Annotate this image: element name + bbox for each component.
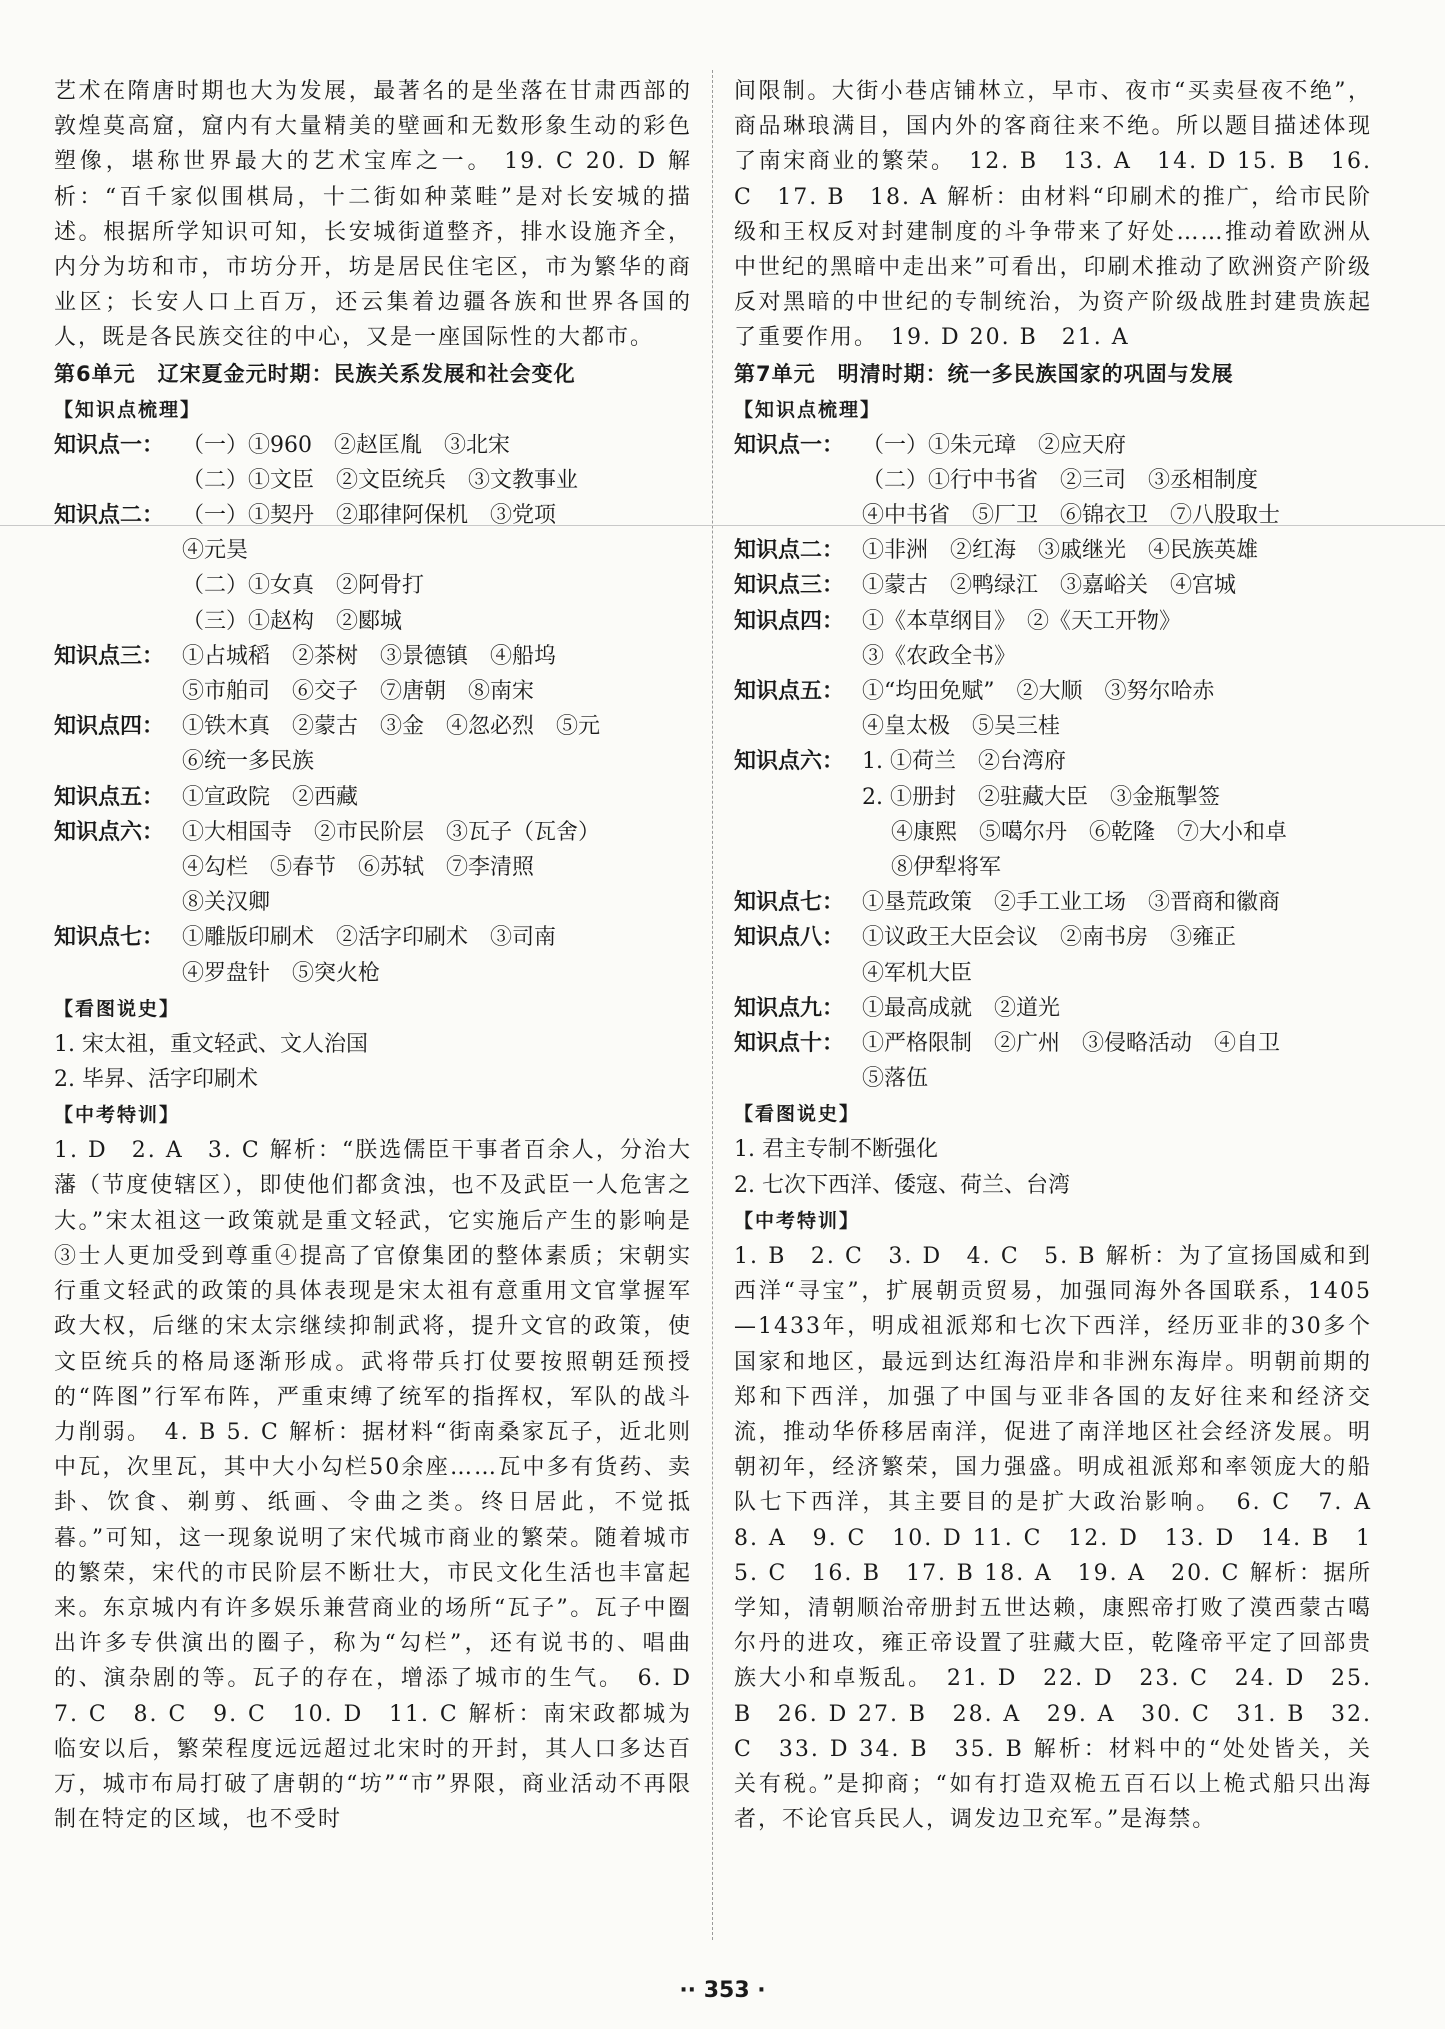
knowledge-point (734, 568, 1372, 603)
knowledge-point (54, 428, 692, 498)
picture-heading: 【看图说史】 (54, 997, 181, 1020)
right-intro-text: 间限制。大街小巷店铺林立，早市、夜市“买卖昼夜不绝”，商品琳琅满目，国内外的客商往来不绝。所以题目描述体现了南宋商业的繁荣。 12. B 13. A 14. D 15. B 16. C 17. B 18. A 解析：由材料“印刷术的推广，给市民阶级和王权反对封建制度的斗争带来了好处……推动着欧洲从中世纪的黑暗中走出来”可看出，印刷术推动了欧洲资产阶级反对黑暗的中世纪的专制统治，为资产阶级战胜封建贵族起了重要作用。 19. D 20. B 21. A (734, 79, 1372, 351)
knowledge-point-answer-line: ④军机大臣 (862, 960, 973, 986)
knowledge-points-list (734, 428, 1372, 1097)
knowledge-point-answers (862, 744, 1372, 885)
knowledge-point (734, 674, 1372, 744)
knowledge-point-answers (862, 920, 1372, 990)
knowledge-point (54, 815, 692, 921)
knowledge-point-answer-line: ①雕版印刷术 ②活字印刷术 ③司南 (182, 925, 557, 951)
knowledge-point-answer-line: ①占城稻 ②茶树 ③景德镇 ④船坞 (182, 643, 557, 669)
knowledge-points-list (54, 428, 692, 991)
knowledge-point-answer-line: （一）①朱元璋 ②应天府 (862, 432, 1127, 458)
knowledge-point (54, 498, 692, 639)
knowledge-point-label: 知识点五： (734, 679, 845, 705)
knowledge-point-answer-line: （一）①契丹 ②耶律阿保机 ③党项 (182, 503, 557, 529)
knowledge-point-label: 知识点二： (54, 503, 165, 529)
picture-answer: 1. 君主专制不断强化 (734, 1137, 938, 1163)
knowledge-point-answer-line: ④皇太极 ⑤吴三桂 (862, 714, 1061, 740)
exam-answers-text: 1. B 2. C 3. D 4. C 5. B 解析：为了宣扬国威和到西洋“寻宝”，扩展朝贡贸易，加强同海外各国联系，1405—1433年，明成祖派郑和七次下西洋，经历亚非的30多个国家和地区，最远到达红海沿岸和非洲东海岸。明朝前期的郑和下西洋，加强了中国与亚非各国的友好往来和经济交流，推动华侨移居南洋，促进了南洋地区社会经济发展。明朝初年，经济繁荣，国力强盛。明成祖派郑和率领庞大的船队七下西洋，其主要目的是扩大政治影响。 6. C 7. A 8. A 9. C 10. D 11. C 12. D 13. D 14. B 15. C 16. B 17. B 18. A 19. A 20. C 解析：据所学知，清朝顺治帝册封五世达赖，康熙帝打败了漠西蒙古噶尔丹的进攻，雍正帝设置了驻藏大臣，乾隆帝平定了回部贵族大小和卓叛乱。 21. D 22. D 23. C 24. D 25. B 26. D 27. B 28. A 29. A 30. C 31. B 32. C 33. D 34. B 35. B 解析：材料中的“处处皆关，关关有税。”是抑商；“如有打造双桅五百石以上桅式船只出海者，不论官兵民人，调发边卫充军。”是海禁。 (734, 1243, 1397, 1833)
knowledge-point-label: 知识点十： (734, 1031, 845, 1057)
picture-answer: 1. 宋太祖，重文轻武、文人治国 (54, 1031, 368, 1057)
knowledge-point-label: 知识点六： (54, 819, 165, 845)
knowledge-point-answers (862, 428, 1372, 534)
knowledge-point-answers (862, 1026, 1372, 1096)
knowledge-point-answer-line: ⑤市舶司 ⑥交子 ⑦唐朝 ⑧南宋 (182, 679, 535, 705)
knowledge-point-label: 知识点七： (54, 925, 165, 951)
exam-heading: 【中考特训】 (54, 1104, 181, 1127)
knowledge-heading: 【知识点梳理】 (54, 398, 202, 421)
knowledge-point-answers (862, 568, 1372, 603)
knowledge-point (734, 744, 1372, 885)
left-column (54, 74, 717, 1837)
knowledge-point-label: 知识点四： (734, 608, 845, 634)
knowledge-point-label: 知识点八： (734, 925, 845, 951)
knowledge-point-answer-line: ⑤落伍 (862, 1066, 929, 1092)
knowledge-point (54, 920, 692, 990)
knowledge-point-answers (862, 533, 1372, 568)
knowledge-point-label: 知识点三： (54, 643, 165, 669)
knowledge-point-answer-line: （三）①赵构 ②郾城 (182, 608, 403, 634)
knowledge-point-label: 知识点六： (734, 749, 845, 775)
knowledge-point (734, 428, 1372, 534)
knowledge-point-answer-line: 1. ①荷兰 ②台湾府 (862, 749, 1066, 775)
knowledge-point-answer-line: ④勾栏 ⑤春节 ⑥苏轼 ⑦李清照 (182, 855, 535, 881)
knowledge-point-label: 知识点一： (734, 432, 845, 458)
knowledge-point-answer-line: ①蒙古 ②鸭绿江 ③嘉峪关 ④宫城 (862, 573, 1237, 599)
knowledge-point-answer-line: 2. ①册封 ②驻藏大臣 ③金瓶掣签 (862, 784, 1220, 810)
knowledge-point-answers (182, 428, 692, 498)
knowledge-point-answer-line: （二）①女真 ②阿骨打 (182, 573, 425, 599)
knowledge-point-answer-line: ③《农政全书》 (862, 643, 1017, 669)
knowledge-point-answer-line: ⑥统一多民族 (182, 749, 315, 775)
knowledge-point-answers (862, 674, 1372, 744)
knowledge-point-answer-line: ①铁木真 ②蒙古 ③金 ④忽必烈 ⑤元 (182, 714, 601, 740)
knowledge-point-answer-line: ①“均田免赋” ②大顺 ③努尔哈赤 (862, 679, 1215, 705)
right-column (734, 74, 1397, 1837)
page-number: ·· 353 · (679, 1978, 766, 2003)
knowledge-point (734, 885, 1372, 920)
knowledge-point-answer-line: ⑧关汉卿 (182, 890, 271, 916)
knowledge-point (734, 604, 1372, 674)
knowledge-point-answer-line: （二）①行中书省 ②三司 ③丞相制度 (862, 467, 1259, 493)
knowledge-point-answer-line: ④康熙 ⑤噶尔丹 ⑥乾隆 ⑦大小和卓 (862, 819, 1287, 845)
knowledge-point-answers (182, 709, 692, 779)
picture-answer: 2. 毕昇、活字印刷术 (54, 1067, 258, 1093)
knowledge-point-answer-line: ①议政王大臣会议 ②南书房 ③雍正 (862, 925, 1237, 951)
knowledge-point (54, 709, 692, 779)
knowledge-point-answers (182, 920, 692, 990)
left-intro-text: 艺术在隋唐时期也大为发展，最著名的是坐落在甘肃西部的敦煌莫高窟，窟内有大量精美的壁画和无数形象生动的彩色塑像，堪称世界最大的艺术宝库之一。 19. C 20. D 解析：“百千家似围棋局，十二街如种菜畦”是对长安城的描述。根据所学知识可知，长安城街道整齐，排水设施齐全，内分为坊和市，市坊分开，坊是居民住宅区，市为繁华的商业区；长安人口上百万，还云集着边疆各族和世界各国的人，既是各民族交往的中心，又是一座国际性的大都市。 (54, 79, 692, 351)
unit-7-title: 第7单元 明清时期：统一多民族国家的巩固与发展 (734, 361, 1234, 386)
knowledge-point-label: 知识点三： (734, 573, 845, 599)
knowledge-point-answer-line: ①《本草纲目》 ②《天工开物》 (862, 608, 1182, 634)
knowledge-point-answer-line: ①最高成就 ②道光 (862, 995, 1061, 1021)
knowledge-point-answer-line: ①严格限制 ②广州 ③侵略活动 ④自卫 (862, 1031, 1281, 1057)
knowledge-point-answers (182, 639, 692, 709)
knowledge-heading: 【知识点梳理】 (734, 398, 882, 421)
knowledge-point-answers (182, 498, 692, 639)
picture-heading: 【看图说史】 (734, 1103, 861, 1126)
knowledge-point-answers (182, 815, 692, 921)
knowledge-point-answers (862, 991, 1372, 1026)
knowledge-point (54, 780, 692, 815)
knowledge-point-label: 知识点二： (734, 538, 845, 564)
unit-6-title: 第6单元 辽宋夏金元时期：民族关系发展和社会变化 (54, 361, 576, 386)
knowledge-point-label: 知识点五： (54, 784, 165, 810)
knowledge-point-answer-line: （二）①文臣 ②文臣统兵 ③文教事业 (182, 467, 579, 493)
knowledge-point-label: 知识点四： (54, 714, 165, 740)
knowledge-point-answer-line: ④中书省 ⑤厂卫 ⑥锦衣卫 ⑦八股取士 (862, 503, 1281, 529)
knowledge-point-answer-line: ①垦荒政策 ②手工业工场 ③晋商和徽商 (862, 890, 1281, 916)
exam-answers-text: 1. D 2. A 3. C 解析：“朕选儒臣干事者百余人，分治大藩（节度使辖区），即使他们都贪浊，也不及武臣一人危害之大。”宋太祖这一政策就是重文轻武，它实施后产生的影响是③士人更加受到尊重④提高了官僚集团的整体素质；宋朝实行重文轻武的政策的具体表现是宋太祖有意重用文官掌握军政大权，后继的宋太宗继续抑制武将，提升文官的政策，使文臣统兵的格局逐渐形成。武将带兵打仗要按照朝廷预授的“阵图”行军布阵，严重束缚了统军的指挥权，军队的战斗力削弱。 4. B 5. C 解析：据材料“街南桑家瓦子，近北则中瓦，次里瓦，其中大小勾栏50余座……瓦中多有货药、卖卦、饮食、剃剪、纸画、令曲之类。终日居此，不觉抵暮。”可知，这一现象说明了宋代城市商业的繁荣。随着城市的繁荣，宋代的市民阶层不断壮大，市民文化生活也丰富起来。东京城内有许多娱乐兼营商业的场所“瓦子”。瓦子中圈出许多专供演出的圈子，称为“勾栏”，还有说书的、唱曲的、演杂剧的等。瓦子的存在，增添了城市的生气。 6. D 7. C 8. C 9. C 10. D 11. C 解析：南宋政都城为临安以后，繁荣程度远远超过北宋时的开封，其人口多达百万，城市布局打破了唐朝的“坊”“市”界限，商业活动不再限制在特定的区域，也不受时 (54, 1138, 717, 1833)
column-divider (712, 70, 713, 1940)
knowledge-point-label: 知识点九： (734, 995, 845, 1021)
picture-answer: 2. 七次下西洋、倭寇、荷兰、台湾 (734, 1172, 1070, 1198)
knowledge-point-label: 知识点一： (54, 432, 165, 458)
knowledge-point (734, 920, 1372, 990)
knowledge-point-answer-line: ①大相国寺 ②市民阶层 ③瓦子（瓦舍） (182, 819, 601, 845)
knowledge-point-answer-line: ①非洲 ②红海 ③戚继光 ④民族英雄 (862, 538, 1259, 564)
knowledge-point (734, 1026, 1372, 1096)
exam-heading: 【中考特训】 (734, 1209, 861, 1232)
knowledge-point-answer-line: ①宣政院 ②西藏 (182, 784, 359, 810)
knowledge-point-answers (182, 780, 692, 815)
knowledge-point (734, 991, 1372, 1026)
knowledge-point-answer-line: （一）①960 ②赵匡胤 ③北宋 (182, 432, 510, 458)
knowledge-point (54, 639, 692, 709)
knowledge-point-answers (862, 604, 1372, 674)
knowledge-point-label: 知识点七： (734, 890, 845, 916)
knowledge-point (734, 533, 1372, 568)
knowledge-point-answer-line: ④罗盘针 ⑤突火枪 (182, 960, 381, 986)
knowledge-point-answer-line: ⑧伊犁将军 (862, 855, 1001, 881)
knowledge-point-answers (862, 885, 1372, 920)
knowledge-point-answer-line: ④元昊 (182, 538, 249, 564)
